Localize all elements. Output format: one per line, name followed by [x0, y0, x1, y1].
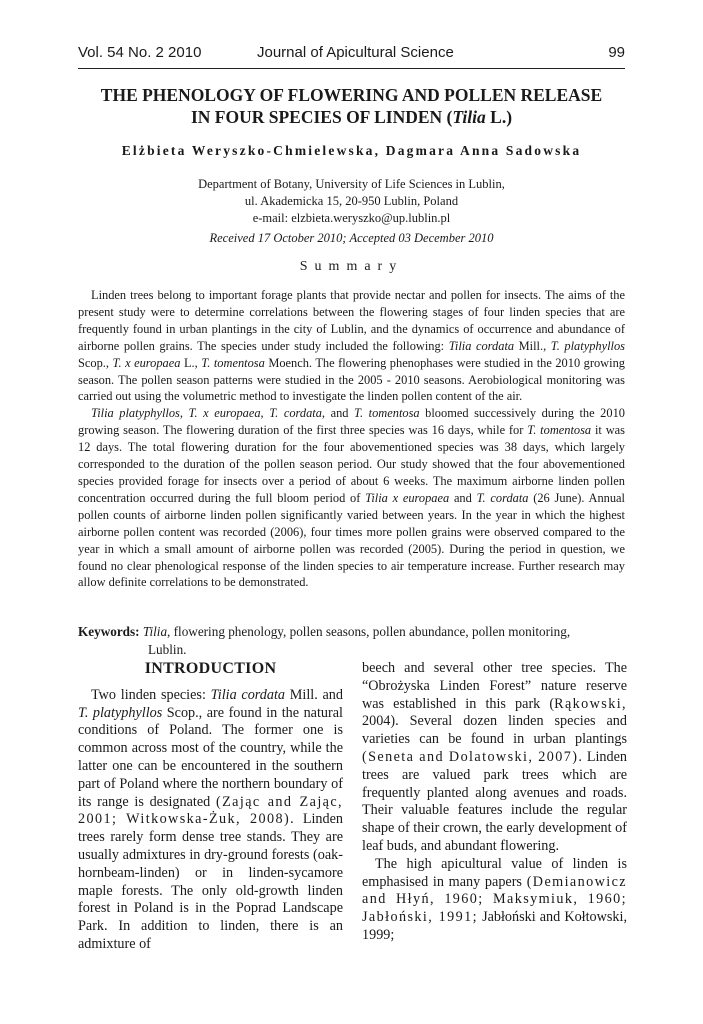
body-text: Linden trees rarely form dense tree stands. They are usually admixtures in dry-ground forests (oak-hornbeam-linden) or in linden-sycamore maple forests. The only old-growth linden forest in Poland is in the Poprad Landscape Park. In addition to linden, there is an admixture of — [78, 811, 344, 952]
intro-paragraph-1 — [78, 687, 343, 954]
body-text: Mill. and — [285, 686, 343, 703]
abstract-paragraph-2 — [78, 405, 625, 591]
affiliation-email: e-mail: elzbieta.weryszko@up.lublin.pl — [252, 211, 451, 225]
species-name: Tilia platyphyllos — [91, 406, 180, 421]
title-line-2-prefix: IN FOUR SPECIES OF LINDEN ( — [190, 107, 453, 127]
abstract-text: L., — [180, 355, 202, 370]
keywords — [78, 623, 625, 659]
citation: (Seneta and Dolatowski, 2007). — [362, 748, 584, 765]
species-name: Tilia cordata — [210, 686, 286, 703]
abstract-text: , — [179, 406, 189, 421]
authors: Elżbieta Weryszko-Chmielewska, Dagmara Anna Sadowska — [121, 143, 582, 158]
species-name: Tilia cordata — [448, 338, 515, 353]
keywords-line-2: Lublin. — [148, 642, 187, 657]
abstract — [78, 287, 625, 591]
species-name: T. cordata, — [269, 406, 326, 421]
received-dates: Received 17 October 2010; Accepted 03 December 2010 — [209, 231, 494, 245]
journal-name: Journal of Apicultural Science — [257, 44, 454, 61]
abstract-text: Moench. The flowering phenophases were studied in the 2010 growing season. The pollen season patterns were studied in the 2005 - 2010 seasons. Aerobiological monitoring was carried out using the volumetric method to investigate the linden pollen content of the air. — [78, 355, 625, 404]
abstract-text: Linden trees belong to important forage plants that provide nectar and pollen for insects. The aims of the present study were to determine correlations between the flowering stages of four linden species that are frequently found in urban plantings in the city of Lublin, and the dynamics of occurrence and abundance of airborne pollen grains. The species under study included the following: — [78, 288, 625, 353]
keywords-label: Keywords: — [78, 624, 140, 639]
citation: Rąkowski, — [554, 695, 627, 712]
keywords-text: , flowering phenology, pollen seasons, pollen abundance, pollen monitoring, — [167, 624, 571, 639]
body-column-right — [362, 660, 627, 945]
abstract-text: (26 June). Annual pollen counts of airborne linden pollen significantly varied between years. In the year in which the highest airborne pollen content was recorded (2006), four times more pollen grains were observed compared to the year in which a small amount of airborne pollen was recorded (2005). During the period in question, we found no clear phenological response of the linden species to air temperature increase. Further research may allow definite correlations to be demonstrated. — [78, 490, 625, 590]
species-name: T. x europaea — [112, 355, 181, 370]
affiliation-line-2: ul. Akademicka 15, 20-950 Lublin, Poland — [244, 194, 459, 208]
header-rule — [78, 68, 625, 69]
body-text: Scop., are found in the natural conditions of Poland. The former one is common across most of the country, while the latter one can be encountered in the southern part of Poland where the northern boundary of its range is designated — [78, 704, 343, 810]
abstract-text: Mill., — [514, 338, 551, 353]
intro-paragraph-1-continued — [362, 660, 627, 856]
abstract-text: , — [260, 406, 270, 421]
species-name: Tilia x europaea — [365, 490, 450, 505]
affiliation-line-1: Department of Botany, University of Life Sciences in Lublin, — [198, 177, 505, 191]
species-name: T. platyphyllos — [550, 338, 625, 353]
citation: (Demianowicz and Hłyń, 1960; Maksymiuk, 1960; Jabłoński, 1991; — [362, 873, 627, 926]
species-name: T. platyphyllos — [78, 704, 163, 721]
species-name: T. x europaea — [188, 406, 261, 421]
abstract-text: bloomed successively during the 2010 growing season. The flowering duration of the first three species was 16 days, while for — [78, 406, 625, 438]
species-name: T. tomentosa — [527, 423, 592, 438]
abstract-text: Scop., — [78, 355, 113, 370]
abstract-text: and — [449, 490, 477, 505]
body-text: Two linden species: — [91, 686, 211, 703]
body-text: Linden trees are valued park trees which are frequently planted along avenues and roads. Their valuable features include the regular shape of their crown, the early development of leaf buds, and abundant flowering. — [362, 748, 628, 854]
title-genus: Tilia — [452, 107, 486, 127]
volume-label: Vol. 54 No. 2 2010 — [78, 44, 202, 61]
species-name: T. cordata — [476, 490, 529, 505]
body-column-left — [78, 660, 343, 954]
article-title — [60, 84, 643, 128]
title-line-2 — [60, 106, 643, 128]
body-text: beech and several other tree species. The “Obrożyska Linden Forest” nature reserve was established in this park ( — [362, 660, 627, 712]
citation: (Zając and Zając, 2001; Witkowska-Żuk, 2008). — [78, 793, 344, 828]
keyword-genus: Tilia — [142, 624, 168, 639]
running-header — [78, 44, 625, 66]
summary-heading: Summary — [299, 259, 404, 274]
body-text: Jabłoński and Kołtowski, 1999; — [362, 909, 627, 943]
species-name: T. tomentosa — [201, 355, 265, 370]
page-number: 99 — [608, 44, 625, 61]
abstract-text: it was 12 days. The total flowering duration for the four abovementioned species was 38 days, which largely corresponded to the duration of the pollen season period. Our study showed that the four abovementioned species provided forage for insects over a period of about 6 weeks. The maximum airborne linden pollen concentration occurred during the full bloom period of — [78, 423, 625, 505]
abstract-text: and — [325, 406, 355, 421]
section-heading-introduction: INTRODUCTION — [144, 660, 277, 677]
intro-paragraph-2 — [362, 856, 627, 945]
title-line-1: THE PHENOLOGY OF FLOWERING AND POLLEN RELEASE — [100, 85, 603, 105]
title-line-2-suffix: L.) — [485, 107, 513, 127]
abstract-paragraph-1 — [78, 287, 625, 405]
keywords-line-1 — [78, 623, 625, 641]
affiliation — [80, 176, 623, 227]
body-text: 2004). Several dozen linden species and varieties can be found in urban plantings — [362, 713, 627, 748]
species-name: T. tomentosa — [354, 406, 420, 421]
body-text: The high apicultural value of linden is emphasised in many papers — [362, 855, 627, 890]
